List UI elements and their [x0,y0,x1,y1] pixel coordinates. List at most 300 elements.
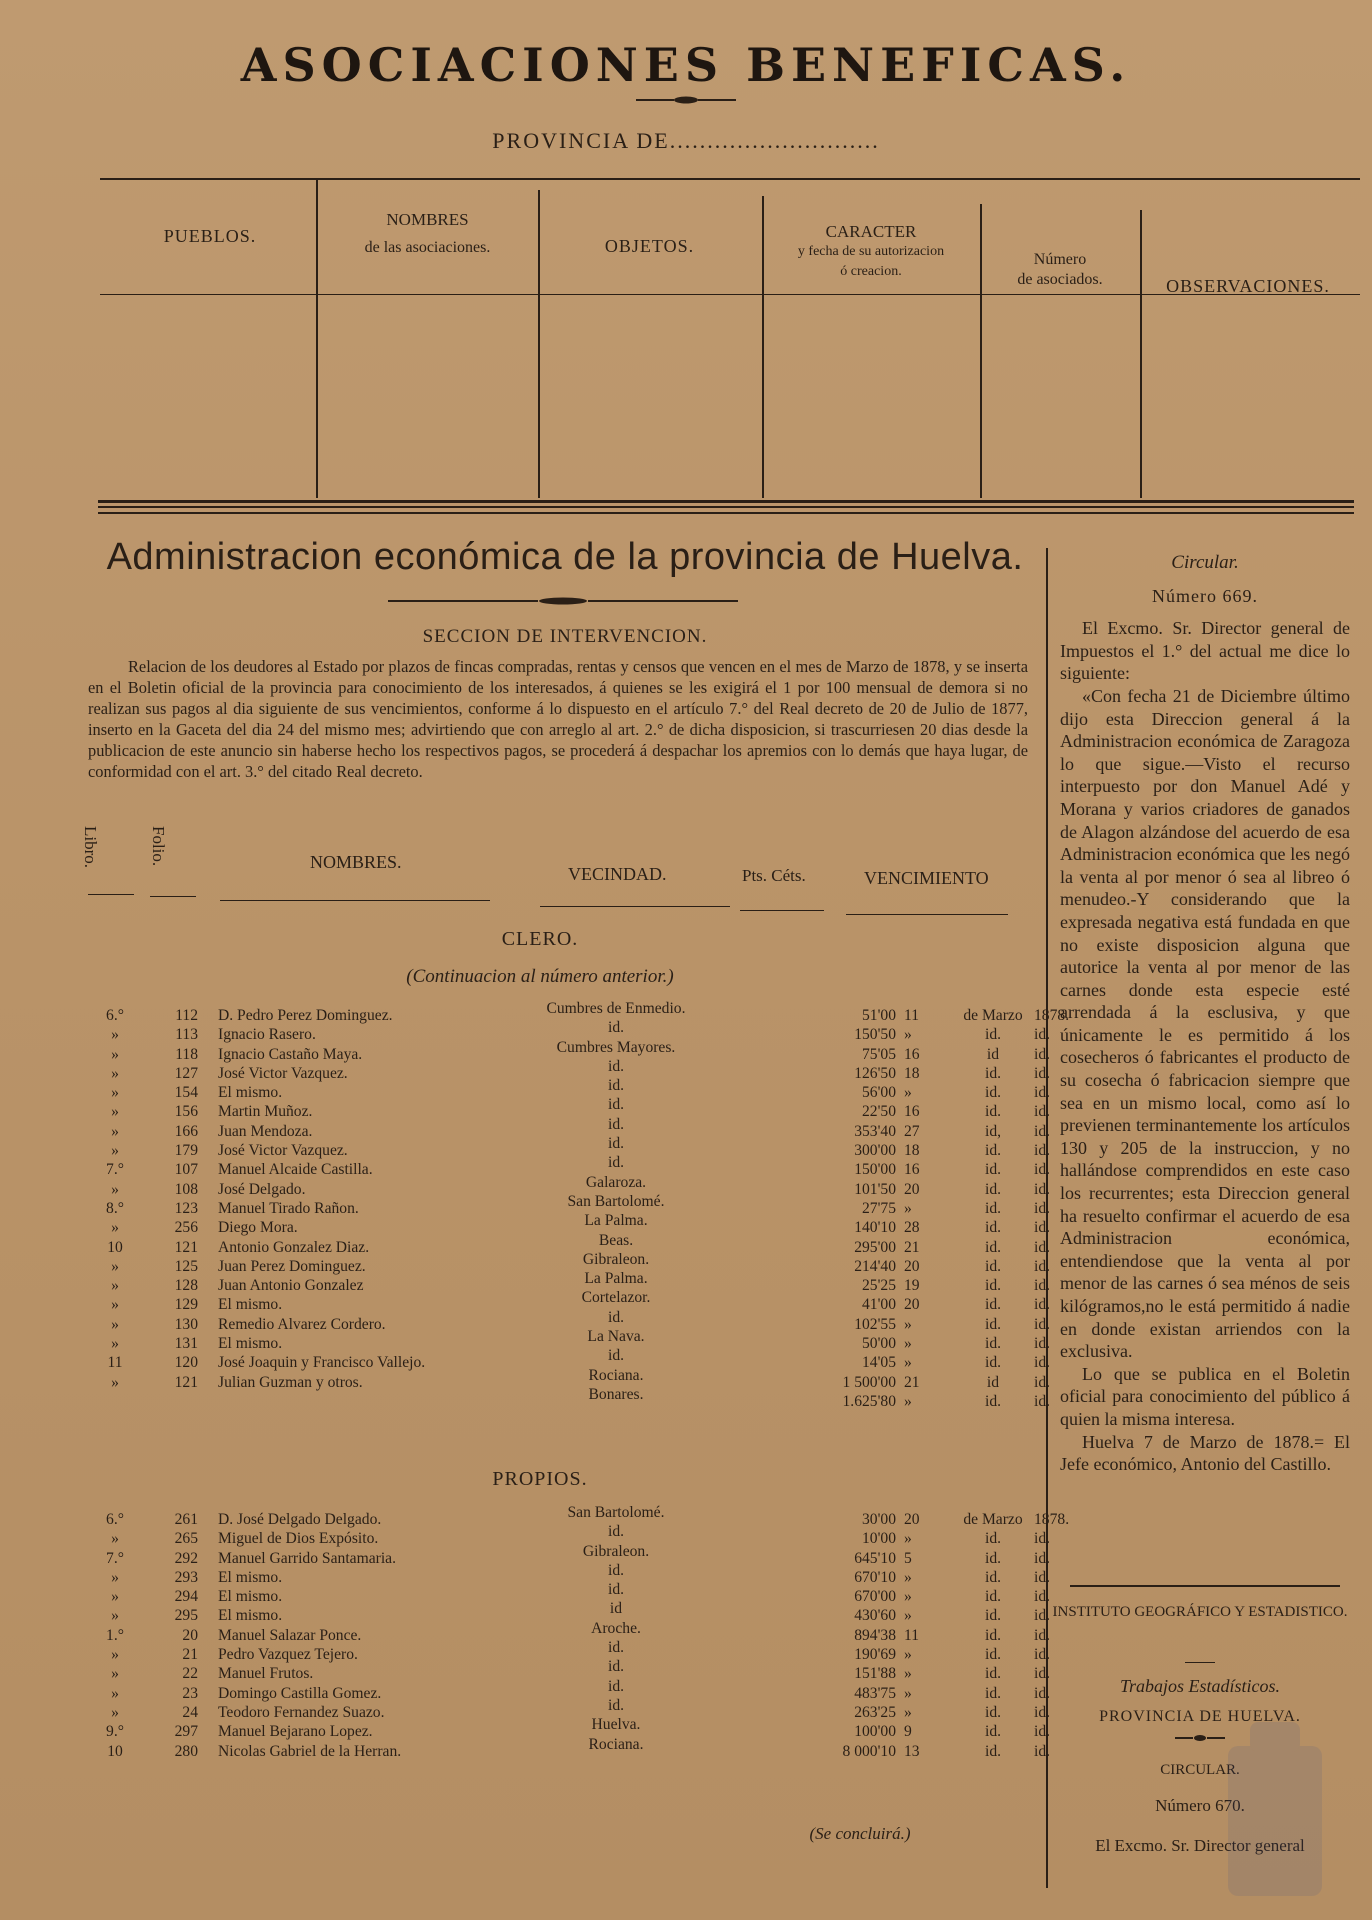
header-folio: Folio. [149,826,168,867]
cell-folio: 166 [174,1122,198,1140]
cell-folio: 118 [175,1045,198,1063]
trabajos-heading: Trabajos Estadísticos. [1119,1676,1281,1696]
cell-vec: id. [607,1677,625,1695]
cell-vec: Rociana. [588,1735,644,1753]
cell-name: Julian Guzman y otros. [218,1373,363,1391]
cell-vec: id. [607,1523,625,1541]
cell-d: » [904,1607,912,1625]
cell-vec: Rociana. [588,1366,644,1384]
header-rule [740,910,824,911]
cell-d: 21 [904,1373,920,1391]
header-rule [88,894,134,895]
cell-libro: » [111,1315,119,1333]
cell-pts: 483'75 [854,1684,896,1702]
cell-m: id. [984,1646,1002,1664]
cell-y: id. [1034,1392,1051,1410]
cell-m: id. [984,1315,1002,1333]
cell-folio: 121 [174,1238,198,1256]
cell-pts: 27'75 [862,1199,896,1217]
cell-pts: 645'10 [854,1549,896,1567]
cell-m: id, [984,1122,1002,1140]
cell-folio: 131 [174,1335,198,1353]
cell-d: 28 [904,1219,920,1237]
cell-y: id. [1034,1277,1051,1295]
cell-libro: » [111,1373,119,1391]
col-pueblos: PUEBLOS. [163,226,257,246]
cell-vec: id. [607,1154,625,1172]
cell-pts: 151'88 [854,1665,896,1683]
cell-pts: 126'50 [854,1064,896,1082]
cell-d: » [904,1588,912,1606]
cell-y: id. [1034,1723,1051,1741]
cell-m: id. [984,1530,1002,1548]
cell-vec: id. [607,1057,625,1075]
cell-name: El mismo. [218,1607,283,1625]
cell-pts: 22'50 [862,1103,896,1121]
cell-pts: 75'05 [862,1045,896,1063]
cell-d: 20 [904,1180,920,1198]
cell-d: » [904,1646,912,1664]
cell-vec: id. [607,1581,625,1599]
cell-y: id. [1034,1045,1051,1063]
cell-d: 21 [904,1238,920,1256]
cell-m: id. [984,1392,1002,1410]
cell-folio: 107 [174,1161,198,1179]
cell-d: » [904,1392,912,1410]
cell-y: id. [1034,1122,1051,1140]
cell-d: » [904,1335,912,1353]
cell-d: 11 [904,1626,920,1644]
cell-folio: 123 [174,1199,198,1217]
cell-y: id. [1034,1315,1051,1333]
cell-d: 13 [904,1742,920,1760]
cell-pts: 10'00 [862,1530,896,1548]
cell-d: » [904,1568,912,1586]
cell-name: Manuel Salazar Ponce. [218,1626,362,1644]
cell-vec: Cumbres Mayores. [556,1038,676,1056]
cell-libro: 7.° [106,1549,124,1567]
cell-d: » [904,1665,912,1683]
cell-y: id. [1034,1238,1051,1256]
cell-folio: 293 [174,1568,198,1586]
cell-vec: id. [607,1019,625,1037]
cell-vec: San Bartolomé. [567,1504,665,1521]
cell-vec: id. [607,1561,625,1579]
cell-m: id [986,1045,1000,1063]
col-divider [316,180,318,498]
cell-name: José Victor Vazquez. [218,1142,348,1160]
cell-libro: 8.° [106,1199,124,1217]
cell-vec: Bonares. [588,1385,644,1403]
cell-libro: 7.° [106,1161,124,1179]
cell-pts: 150'50 [854,1026,896,1044]
cell-libro: » [111,1296,119,1314]
cell-folio: 120 [174,1354,198,1372]
header-vencimiento: VENCIMIENTO [864,868,989,888]
cell-y: 1878. [1034,1007,1070,1024]
cell-y: id. [1034,1684,1051,1702]
section-propios: PROPIOS. [492,1468,588,1490]
cell-libro: » [111,1045,119,1063]
cell-folio: 127 [174,1064,198,1082]
cell-m: id. [984,1026,1002,1044]
cell-folio: 294 [174,1588,198,1606]
cell-y: id. [1034,1703,1051,1721]
cell-pts: 51'00 [862,1007,896,1024]
cell-folio: 280 [174,1742,198,1760]
col-numero: Número de asociados. [1017,251,1103,288]
cell-vec: La Palma. [584,1270,648,1288]
header-rule [220,900,490,901]
header-pts: Pts. Céts. [742,866,806,885]
header-rule [846,914,1008,915]
cell-y: id. [1034,1064,1051,1082]
cell-y: id. [1034,1026,1051,1044]
cell-vec: Aroche. [591,1619,641,1637]
cell-name: Diego Mora. [218,1219,298,1237]
cell-libro: » [111,1684,119,1702]
cell-name: El mismo. [218,1568,283,1586]
cell-y: id. [1034,1626,1051,1644]
section-heading: ASOCIACIONES BENEFICAS. [240,38,1132,92]
cell-pts: 41'00 [862,1296,896,1314]
cell-d: » [904,1530,912,1548]
cell-vec: id [609,1600,623,1618]
cell-y: id. [1034,1180,1051,1198]
cell-vec: id. [607,1115,625,1133]
cell-pts: 670'00 [854,1588,896,1606]
cell-d: 11 [904,1007,920,1024]
circular2-label: CIRCULAR. [1160,1762,1240,1778]
cell-libro: » [111,1122,119,1140]
section-subtitle: SECCION DE INTERVENCION. [422,626,708,647]
cell-name: Juan Perez Dominguez. [218,1257,366,1275]
cell-name: Pedro Vazquez Tejero. [218,1646,358,1664]
continuation-note: (Continuacion al número anterior.) [406,966,674,987]
cell-name: Juan Antonio Gonzalez [218,1277,364,1295]
cell-y: id. [1034,1549,1051,1567]
cell-pts: 14'05 [862,1354,896,1372]
cell-y: id. [1034,1568,1051,1586]
cell-vec: La Palma. [584,1212,648,1230]
cell-name: Teodoro Fernandez Suazo. [218,1703,385,1721]
cell-name: El mismo. [218,1296,283,1314]
cell-name: El mismo. [218,1588,283,1606]
cell-m: id. [984,1103,1002,1121]
cell-name: Antonio Gonzalez Diaz. [218,1238,370,1256]
cell-pts: 670'10 [854,1568,896,1586]
cell-y: id. [1034,1103,1051,1121]
cell-folio: 156 [174,1103,198,1121]
cell-d: 27 [904,1122,920,1140]
paragraph: «Con fecha 21 de Diciembre último dijo esta Direccion general á la Administracion económica de Zaragoza lo que sigue.—Visto el recurso interpuesto por don Manuel Adé y Morana y varios criadores de ganados de Alagon alzándose del acuerdo de esa Administracion económica que les negó la venta al por menor ó sea al libreo ó menudeo.-Y considerando que la expresada negativa está fundada en que no existe disposicion alguna que autorice la venta al por menor de las carnes donde esta especie esté arrendada á la esclusiva, y que únicamente le es permitido á los cosecheros ó fabricantes el producto de su cosecha ó fabricacion siempre que sea en un mismo local, como así lo previenen terminantemente los artículos 130 y 205 de la instruccion, y no hallándose comprendidos en este caso los recurrentes; esta Direccion general ha resuelto confirmar el acuerdo de esa Administracion económica, entendiendose que la venta al por menor de las carnes ó sea ménos de seis kilógramos,no le está permitido á nadie en donde existan arriendos con la exclusiva. [1060,685,1350,1362]
cell-libro: » [111,1665,119,1683]
cell-d: 20 [904,1257,920,1275]
heavy-rule [98,512,1354,514]
col-caracter: CARACTER y fecha de su autorizacion ó creacion. [797,222,945,279]
cell-pts: 353'40 [854,1122,896,1140]
cell-y: 1878. [1034,1511,1070,1528]
cell-name: Manuel Alcaide Castilla. [218,1161,373,1179]
cell-vec: id. [607,1639,625,1657]
cell-folio: 130 [174,1315,198,1333]
cell-name: Manuel Garrido Santamaria. [218,1549,396,1567]
cell-pts: 100'00 [854,1723,896,1741]
cell-y: id. [1034,1161,1051,1179]
cell-name: José Delgado. [218,1180,306,1198]
cell-m: id [986,1373,1000,1391]
cell-name: Miguel de Dios Expósito. [218,1530,379,1548]
circular-number: Número 669. [1152,585,1258,606]
cell-name: Martin Muñoz. [218,1103,313,1121]
cell-libro: » [111,1180,119,1198]
cell-pts: 1.625'80 [842,1392,896,1410]
cell-name: Juan Mendoza. [218,1122,313,1140]
cell-name: D. Pedro Perez Dominguez. [218,1007,393,1024]
cell-m: id. [984,1549,1002,1567]
cell-name: Remedio Alvarez Cordero. [218,1315,386,1333]
circular-label: Circular. [1171,552,1239,573]
cell-pts: 8 000'10 [842,1742,896,1760]
col-divider [1140,210,1142,498]
cell-folio: 154 [174,1084,198,1102]
cell-libro: » [111,1277,119,1295]
cell-vec: id. [607,1347,625,1365]
cell-folio: 113 [175,1026,198,1044]
cell-m: id. [984,1626,1002,1644]
cell-m: de Marzo [963,1007,1023,1024]
col-divider [980,204,982,498]
cell-pts: 140'10 [854,1219,896,1237]
heavy-rule [98,500,1354,503]
header-vecindad: VECINDAD. [568,864,667,884]
cell-libro: 10 [107,1238,123,1256]
cell-vec: Cumbres de Enmedio. [546,1000,686,1017]
cell-pts: 300'00 [854,1142,896,1160]
cell-pts: 30'00 [862,1511,896,1528]
rule [1185,1662,1215,1663]
cell-d: » [904,1199,912,1217]
cell-pts: 102'55 [854,1315,896,1333]
paragraph: Lo que se publica en el Boletin oficial para conocimiento del público á quien la misma interesa. [1060,1363,1350,1429]
cell-name: El mismo. [218,1335,283,1353]
institute-heading: INSTITUTO GEOGRÁFICO Y ESTADISTICO. [1052,1604,1348,1620]
cell-m: id. [984,1238,1002,1256]
propios-table [96,1504,1070,1761]
cell-y: id. [1034,1646,1051,1664]
cell-vec: Huelva. [591,1716,641,1734]
cell-folio: 121 [174,1373,198,1391]
cell-y: id. [1034,1142,1051,1160]
cell-folio: 21 [182,1646,198,1664]
cell-vec: id. [607,1135,625,1153]
cell-vec: Gibraleon. [582,1250,650,1268]
ornament-divider [388,596,738,606]
cell-name: José Victor Vazquez. [218,1064,348,1082]
header-rule [150,896,196,897]
cell-libro: 9.° [106,1723,124,1741]
cell-d: 9 [904,1723,912,1741]
cell-m: id. [984,1723,1002,1741]
cell-pts: 894'38 [854,1626,896,1644]
cell-m: id. [984,1296,1002,1314]
table-top-rule [100,178,1360,180]
cell-m: id. [984,1257,1002,1275]
cell-pts: 150'00 [854,1161,896,1179]
cell-libro: » [111,1703,119,1721]
cell-libro: » [111,1103,119,1121]
cell-d: 16 [904,1103,920,1121]
col-observaciones: OBSERVACIONES. [1166,276,1330,296]
cell-y: id. [1034,1335,1051,1353]
cell-pts: 263'25 [854,1703,896,1721]
cell-vec: id. [607,1077,625,1095]
ornament-divider [636,96,736,104]
paragraph: El Excmo. Sr. Director general de Impuestos el 1.° del actual me dice lo siguiente: [1060,618,1350,684]
cell-d: 20 [904,1296,920,1314]
cell-d: » [904,1026,912,1044]
article-title: Administracion económica de la provincia de Huelva. [106,536,1024,578]
cell-m: id. [984,1199,1002,1217]
cell-y: id. [1034,1742,1051,1760]
cell-vec: id. [607,1096,625,1114]
cell-folio: 112 [175,1007,198,1024]
cell-m: id. [984,1665,1002,1683]
cell-d: 16 [904,1161,920,1179]
cell-d: 20 [904,1511,920,1528]
header-rule [540,906,730,907]
cell-d: 16 [904,1045,920,1063]
cell-pts: 430'60 [854,1607,896,1625]
cell-d: » [904,1354,912,1372]
cell-folio: 292 [174,1549,198,1567]
cell-pts: 1 500'00 [842,1373,896,1391]
cell-d: 19 [904,1277,920,1295]
cell-m: id. [984,1684,1002,1702]
cell-pts: 25'25 [862,1277,896,1295]
cell-pts: 101'50 [854,1180,896,1198]
cell-d: » [904,1703,912,1721]
cell-folio: 23 [182,1684,198,1702]
cell-libro: » [111,1530,119,1548]
cell-d: » [904,1684,912,1702]
cell-m: id. [984,1161,1002,1179]
cell-libro: » [111,1588,119,1606]
cell-pts: 56'00 [862,1084,896,1102]
cell-folio: 256 [174,1219,198,1237]
cell-pts: 295'00 [854,1238,896,1256]
cell-d: 18 [904,1142,920,1160]
cell-m: id. [984,1742,1002,1760]
cell-y: id. [1034,1373,1051,1391]
cell-d: » [904,1084,912,1102]
cell-name: Domingo Castilla Gomez. [218,1684,382,1702]
cell-m: id. [984,1064,1002,1082]
circular2-number: Número 670. [1155,1796,1245,1815]
province-line: PROVINCIA DE............................ [492,128,880,153]
cell-folio: 22 [182,1665,198,1683]
cell-libro: 10 [107,1742,123,1760]
cell-m: id. [984,1277,1002,1295]
cell-vec: San Bartolomé. [567,1192,665,1210]
cell-libro: » [111,1219,119,1237]
cell-libro: 6.° [106,1007,124,1024]
cell-y: id. [1034,1530,1051,1548]
paragraph: Huelva 7 de Marzo de 1878.= El Jefe económico, Antonio del Castillo. [1060,1431,1350,1475]
cell-m: id. [984,1607,1002,1625]
cell-libro: 1.° [106,1626,124,1644]
cell-y: id. [1034,1588,1051,1606]
col-divider [762,196,764,498]
table-row [96,1385,1051,1411]
section-clero: CLERO. [501,928,579,950]
cell-vec: Gibraleon. [582,1542,650,1560]
cell-name: Nicolas Gabriel de la Herran. [218,1742,402,1760]
provincia-heading: PROVINCIA DE HUELVA. [1099,1708,1301,1725]
cell-name: Manuel Frutos. [218,1665,314,1683]
heavy-rule [98,506,1354,508]
cell-m: id. [984,1142,1002,1160]
cell-libro: » [111,1568,119,1586]
cell-folio: 261 [174,1511,198,1528]
cell-m: de Marzo [963,1511,1023,1528]
cell-libro: » [111,1064,119,1082]
cell-folio: 297 [174,1723,198,1741]
cell-pts: 190'69 [854,1646,896,1664]
cell-d: 18 [904,1064,920,1082]
col-objetos: OBJETOS. [604,236,695,256]
cell-libro: » [111,1257,119,1275]
cell-vec: Cortelazor. [581,1289,651,1307]
clero-table [96,1000,1070,1411]
cell-pts: 50'00 [862,1335,896,1353]
cell-folio: 108 [174,1180,198,1198]
rule [1070,1585,1340,1587]
cell-m: id. [984,1084,1002,1102]
cell-folio: 125 [174,1257,198,1275]
cell-m: id. [984,1219,1002,1237]
cell-y: id. [1034,1199,1051,1217]
cell-libro: » [111,1607,119,1625]
cell-folio: 265 [174,1530,198,1548]
cell-m: id. [984,1568,1002,1586]
to-be-continued: (Se concluirá.) [809,1824,911,1843]
circular-body [1060,617,1350,1476]
cell-y: id. [1034,1607,1051,1625]
cell-y: id. [1034,1296,1051,1314]
cell-libro: » [111,1084,119,1102]
cell-name: El mismo. [218,1084,283,1102]
cell-name: José Joaquin y Francisco Vallejo. [218,1354,426,1372]
cell-m: id. [984,1354,1002,1372]
cell-vec: La Nava. [587,1328,645,1346]
cell-name: Manuel Bejarano Lopez. [218,1723,373,1741]
cell-y: id. [1034,1665,1051,1683]
cell-libro: 6.° [106,1511,124,1528]
cell-y: id. [1034,1084,1051,1102]
table-row [96,1735,1051,1761]
cell-folio: 179 [174,1142,198,1160]
cell-folio: 128 [174,1277,198,1295]
cell-m: id. [984,1180,1002,1198]
cell-vec: Beas. [598,1231,634,1249]
cell-libro: 11 [107,1354,123,1372]
cell-m: id. [984,1703,1002,1721]
circular-article [1060,552,1350,1476]
header-nombres: NOMBRES. [310,852,402,872]
last-line: El Excmo. Sr. Director general [1095,1836,1305,1855]
col-nombres: NOMBRES de las asociaciones. [364,210,491,256]
